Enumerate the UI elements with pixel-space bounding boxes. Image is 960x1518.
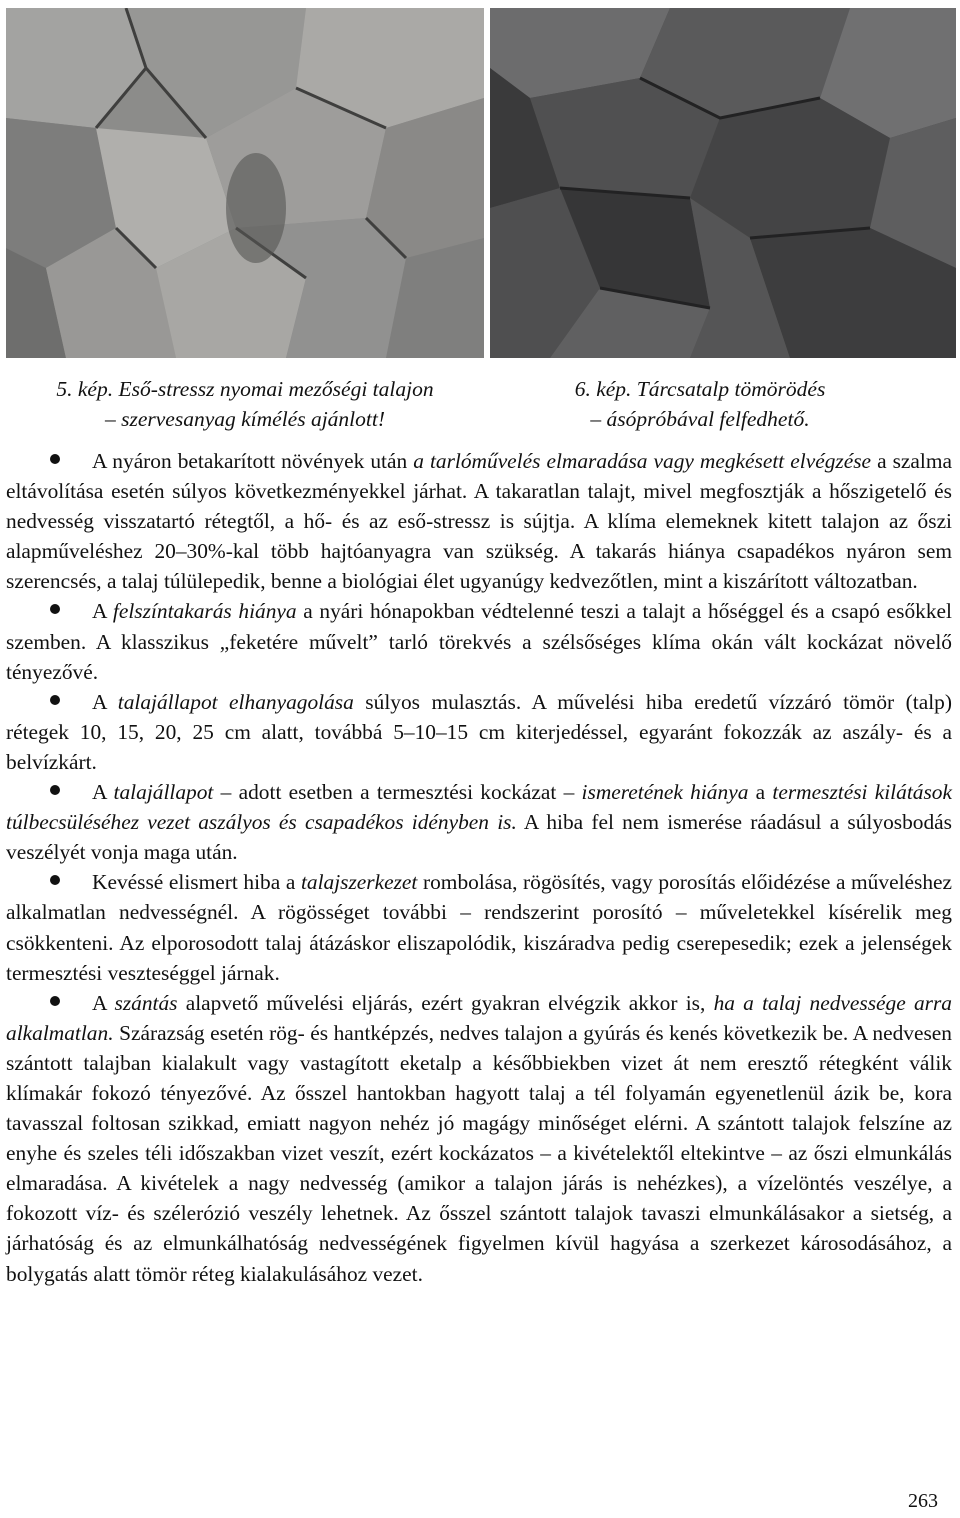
paragraph-text: A hiba fel nem ismerése ráadásul a súlyosbodás veszélyét vonja maga után. [6, 810, 952, 865]
emphasis-text: talajállapot elhanyagolása [117, 689, 354, 714]
paragraph-text: A nyáron betakarított növények után [92, 449, 414, 473]
emphasis-text: termesztési kilátások túlbecsüléséhez vezet aszályos és csapadékos idényben is. [6, 780, 952, 835]
emphasis-text: ismeretének hiánya [581, 780, 749, 805]
bullet-paragraph [6, 596, 952, 686]
bullet-paragraph [6, 687, 952, 777]
bullet-icon [6, 988, 92, 1018]
bullet-icon [6, 596, 92, 626]
emphasis-text: talajállapot [113, 780, 214, 805]
paragraph-text: a [748, 780, 773, 805]
paragraph-text: a nyári hónapokban védtelenné teszi a talajt a hőséggel és a csapó esőkkel szemben. A klasszikus „feketére művelt” tarló törekvés a szélsőséges klíma okán vált kockázat növelő tényezővé. [6, 599, 952, 684]
bullet-paragraph [6, 988, 952, 1289]
figure-5-caption [10, 374, 480, 434]
bullet-paragraph [6, 867, 952, 987]
figure-6-caption [500, 374, 900, 434]
body-text [6, 446, 952, 1289]
paragraph-text: Kevéssé elismert hiba a [92, 870, 301, 895]
emphasis-text: ha a talaj nedvessége arra alkalmatlan. [6, 990, 952, 1045]
paragraph-text: A [92, 689, 118, 714]
bullet-paragraph [6, 777, 952, 867]
paragraph-text: – adott esetben a termesztési kockázat – [213, 780, 582, 805]
bullet-paragraph [6, 446, 952, 596]
emphasis-text: talajszerkezet [300, 870, 418, 895]
bullet-icon [6, 867, 92, 897]
soil-photo-rain-stress [6, 8, 484, 358]
emphasis-text: szántás [114, 990, 178, 1015]
figure-5-caption-line1: 5. kép. Eső-stressz nyomai mezőségi talajon [56, 377, 434, 401]
bullet-icon [6, 446, 92, 476]
paragraph-text: A [92, 990, 115, 1015]
soil-photo-disc-pan [490, 8, 956, 358]
emphasis-text: felszíntakarás hiánya [112, 599, 297, 624]
figure-6-caption-line2: – ásópróbával felfedhető. [590, 407, 810, 431]
bullet-icon [6, 687, 92, 717]
soil-photo-right-image [490, 8, 956, 358]
bullet-icon [6, 777, 92, 807]
soil-photo-left-image [6, 8, 484, 358]
paragraph-text: a szalma eltávolítása esetén súlyos következményekkel járhat. A takaratlan talajt, mivel megfosztják a hőszigetelő és nedvesség visszatartó rétegtől, a hő- és az eső-stressz is sújtja. A klíma elemeknek kitett talajon az őszi alapműveléshez 20–30%-kal több hajtóanyagra van szükség. A takarás hiánya csapadékos nyáron sem szerencsés, a talaj túlülepedik, benne a biológiai élet ugyanúgy kedvezőtlen, mint a kiszárított változatban. [6, 449, 952, 594]
paragraph-text: A [92, 599, 113, 624]
paragraph-text: Szárazság esetén rög- és hantképzés, nedves talajon a gyúrás és kenés következik be. A nedvesen szántott talajban kialakult vagy vastagított eketalp a későbbiekben vizet át nem eresztő rétegként válik klímakár fokozó tényezővé. Az ősszel hantokban hagyott talaj a tél folyamán egyenetlenül ázik be, kora tavasszal foltosan szikkad, emiatt nagyon nehéz jó magágy minőséget elérni. A szántott talajok felszíne az enyhe és szeles téli időszakban vizet veszít, ezért kockázatos – a kivételektől eltekintve – az őszi elmunkálás elmaradása. A kivételek a nagy nedvesség (amikor a talajon járás is nehézkes), a vízelöntés veszélye, a fokozott víz- és szélerózió veszély lehetnek. Az ősszel szántott talajok tavaszi elmunkálásakor a sietség, a járhatóság és az elmunkálhatóság nedvességének figyelmen kívül hagyása a szerkezet károsodásához, a bolygatás alatt tömör réteg kialakulásához vezet. [6, 1020, 952, 1286]
paragraph-text: A [92, 780, 114, 805]
paragraph-text: súlyos mulasztás. A művelési hiba eredetű vízzáró tömör (talp) rétegek 10, 15, 20, 25 cm alatt, továbbá 5–10–15 cm kiterjedéssel, egyaránt fokozzák az aszály- és a belvízkárt. [6, 689, 952, 774]
paragraph-text: alapvető művelési eljárás, ezért gyakran elvégzik akkor is, [177, 990, 714, 1015]
page-number: 263 [908, 1490, 938, 1512]
emphasis-text: a tarlóművelés elmaradása vagy megkésett elvégzése [413, 449, 872, 473]
figure-6-caption-line1: 6. kép. Tárcsatalp tömörödés [574, 377, 826, 401]
paragraph-text: rombolása, rögösítés, vagy porosítás előidézése a műveléshez alkalmatlan nedvességnél. A rögösséget további – rendszerint porosító – műveletekkel kísérelik meg csökkenteni. Az elporosodott talaj átázáskor eliszapolódik, kiszáradva pedig cserepesedik; ezek a jelenségek termesztési veszteséggel járnak. [6, 870, 953, 985]
figure-5-caption-line2: – szervesanyag kímélés ajánlott! [104, 407, 386, 431]
